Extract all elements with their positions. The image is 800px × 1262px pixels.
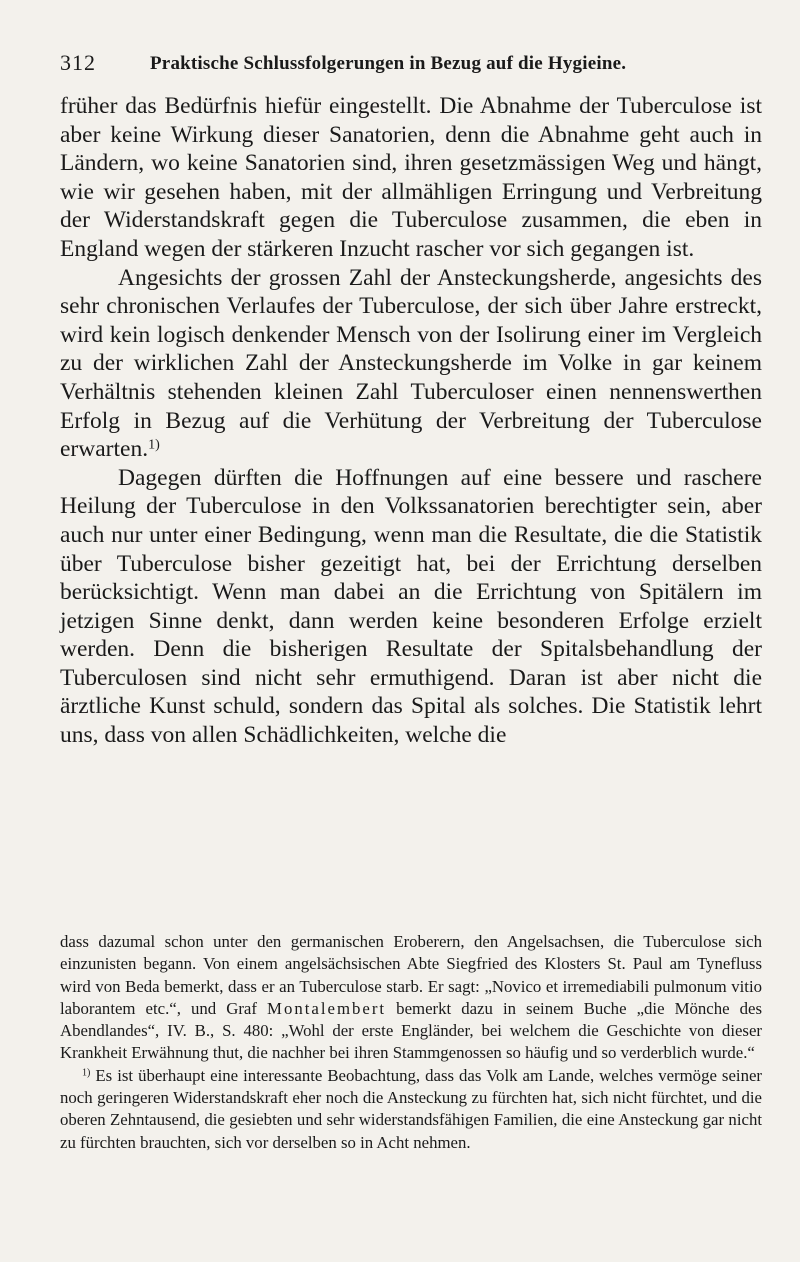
footnote-continuation-text-2: bemerkt dazu in seinem Buche „die Mönche des Abendlandes“, IV. B., S. 480: „Wohl der erste Engländer, bei welchem die Geschichte von dieser Krankheit Erwähnung thut, die nachher bei ihren Stammgenossen so häufig und so verderblich wurde.“ bbox=[60, 998, 762, 1063]
footnote-reference: 1) bbox=[148, 436, 160, 453]
page-header bbox=[60, 50, 760, 80]
page-number: 312 bbox=[60, 50, 96, 75]
author-name: Montalembert bbox=[267, 998, 387, 1018]
main-text bbox=[60, 92, 762, 750]
footnote-1-marker: 1) bbox=[82, 1067, 91, 1079]
footnotes bbox=[60, 931, 762, 1154]
footnote-1-text: Es ist überhaupt eine interessante Beobachtung, dass das Volk am Lande, welches vermöge seiner noch geringeren Widerstandskraft eher noch die Ansteckung zu fürchten hat, sich nicht fürchtet, und die oberen Zehntausend, die gesiebten und sehr widerstandsfähigen Familien, die eine Ansteckung gar nicht zu fürchten brauchten, sich vor derselben so in Acht nehmen. bbox=[60, 1065, 762, 1152]
paragraph-3 bbox=[60, 464, 762, 750]
footnote-1 bbox=[60, 1065, 762, 1154]
paragraph-2 bbox=[60, 264, 762, 464]
paragraph-1 bbox=[60, 92, 762, 264]
footnote-continuation bbox=[60, 931, 762, 1065]
paragraph-1-text: früher das Bedürfnis hiefür eingestellt. Die Abnahme der Tuberculose ist aber keine Wirkung dieser Sanatorien, denn die Abnahme geht auch in Ländern, wo keine Sanatorien sind, ihren gesetzmässigen Weg und hängt, wie wir gesehen haben, mit der allmähligen Erringung und Verbreitung der Widerstandskraft gegen die Tuberculose zusammen, die eben in England wegen der stärkeren Inzucht rascher vor sich gegangen ist. bbox=[60, 93, 762, 262]
running-title: Praktische Schlussfolgerungen in Bezug auf die Hygieine. bbox=[150, 53, 627, 74]
footnote-continuation-text-1: dass dazumal schon unter den germanischen Eroberern, den Angelsachsen, die Tuberculose sich einzunisten begann. Von einem angelsächsischen Abte Siegfried des Klosters St. Paul am Tynefluss wird von Beda bemerkt, dass er an Tuberculose starb. Er sagt: „Novico et irremediabili pulmonum vitio laborantem etc.“, und Graf bbox=[60, 932, 762, 1018]
paragraph-2-text: Angesichts der grossen Zahl der Ansteckungsherde, angesichts des sehr chronischen Verlaufes der Tuberculose, der sich über Jahre erstreckt, wird kein logisch denkender Mensch von der Isolirung einer im Vergleich zu der wirklichen Zahl der Ansteckungsherde im Volke in gar keinem Verhältnis stehenden kleinen Zahl Tuberculoser einen nennenswerthen Erfolg in Bezug auf die Verhütung der Verbreitung der Tuberculose erwarten. bbox=[60, 264, 762, 463]
paragraph-3-text: Dagegen dürften die Hoffnungen auf eine bessere und raschere Heilung der Tuberculose in den Volkssanatorien berechtigter sein, aber auch nur unter einer Bedingung, wenn man die Resultate, die die Statistik über Tuberculose bisher gezeitigt hat, bei der Errichtung derselben berücksichtigt. Wenn man dabei an die Errichtung von Spitälern im jetzigen Sinne denkt, dann werden keine besonderen Erfolge erzielt werden. Denn die bisherigen Resultate der Spitalsbehandlung der Tuberculosen sind nicht sehr ermuthigend. Daran ist aber nicht die ärztliche Kunst schuld, sondern das Spital als solches. Die Statistik lehrt uns, dass von allen Schädlichkeiten, welche die bbox=[60, 464, 762, 749]
